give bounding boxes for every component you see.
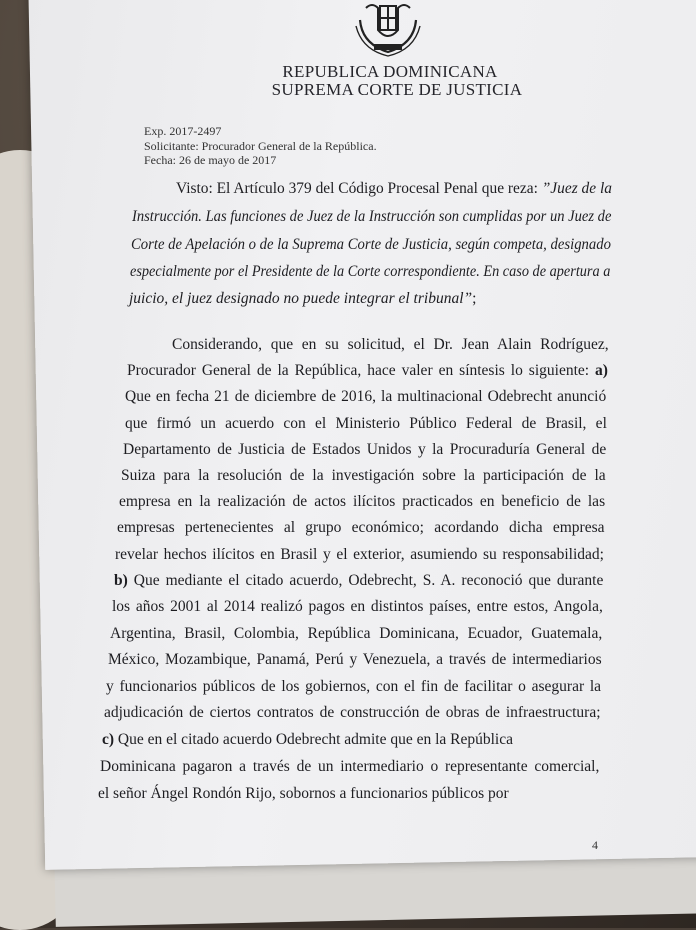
visto-line: Corte de Apelación o de la Suprema Corte de Justicia, según competa, designado [131, 236, 611, 253]
visto-line: Instrucción. Las funciones de Juez de la Instrucción son cumplidas por un Juez de [132, 208, 612, 225]
considerando-line: y funcionarios públicos de los gobiernos, con el fin de facilitar o asegurar la [106, 678, 602, 695]
considerando-line: México, Mozambique, Panamá, Perú y Venezuela, a través de intermediarios [108, 651, 602, 668]
coat-of-arms-seal [352, 0, 424, 58]
considerando-line: el señor Ángel Rondón Rijo, sobornos a funcionarios públicos por [98, 785, 509, 802]
header-country: REPUBLICA DOMINICANA [282, 62, 498, 81]
considerando-line: Que en fecha 21 de diciembre de 2016, la multinacional Odebrecht anunció [125, 388, 607, 405]
meta-expediente: Exp. 2017-2497 [144, 124, 222, 138]
visto-line [176, 180, 612, 198]
considerando-line: Considerando, que en su solicitud, el Dr. Jean Alain Rodríguez, [172, 336, 609, 353]
considerando-line: revelar hechos ilícitos en Brasil y el exterior, asumiendo su responsabilidad; [115, 546, 604, 563]
page-number: 4 [592, 838, 598, 852]
considerando-line: Suiza para la resolución de la investigación sobre la participación de la [121, 467, 606, 484]
visto-line [129, 290, 476, 308]
meta-fecha: Fecha: 26 de mayo de 2017 [144, 153, 277, 167]
considerando-line: Departamento de Justicia de Estados Unidos y la Procuraduría General de [123, 441, 607, 458]
considerando-line: adjudicación de ciertos contratos de construcción de obras de infraestructura; [104, 704, 601, 721]
considerando-line: c) Que en el citado acuerdo Odebrecht admite que en la República [102, 731, 513, 748]
considerando-line: Dominicana pagaron a través de un intermediario o representante comercial, [100, 758, 600, 775]
visto-quote-start: ”Juez de la [541, 180, 612, 197]
visto-line: especialmente por el Presidente de la Corte correspondiente. En caso de apertura a [130, 263, 611, 280]
considerando-line: Argentina, Brasil, Colombia, República Dominicana, Ecuador, Guatemala, [110, 625, 603, 642]
considerando-line: b) Que mediante el citado acuerdo, Odebrecht, S. A. reconoció que durante [114, 572, 604, 589]
considerando-line: los años 2001 al 2014 realizó pagos en distintos países, entre estos, Angola, [112, 598, 603, 615]
considerando-line: empresa en la realización de actos ilícitos practicados en beneficio de las [119, 493, 606, 510]
visto-quote-end: juicio, el juez designado no puede integrar el tribunal” [129, 290, 473, 307]
considerando-line: empresas pertenecientes al grupo económico; acordando dicha empresa [117, 519, 605, 536]
visto-prefix: Visto: El Artículo 379 del Código Procesal Penal que reza: [176, 180, 542, 197]
visto-suffix: ; [472, 290, 477, 307]
meta-solicitante: Solicitante: Procurador General de la República. [144, 139, 377, 153]
considerando-line: que firmó un acuerdo con el Ministerio Público Federal de Brasil, el [125, 415, 607, 432]
considerando-line: Procurador General de la República, hace valer en síntesis lo siguiente: a) [127, 362, 608, 379]
header-court: SUPREMA CORTE DE JUSTICIA [271, 80, 523, 99]
